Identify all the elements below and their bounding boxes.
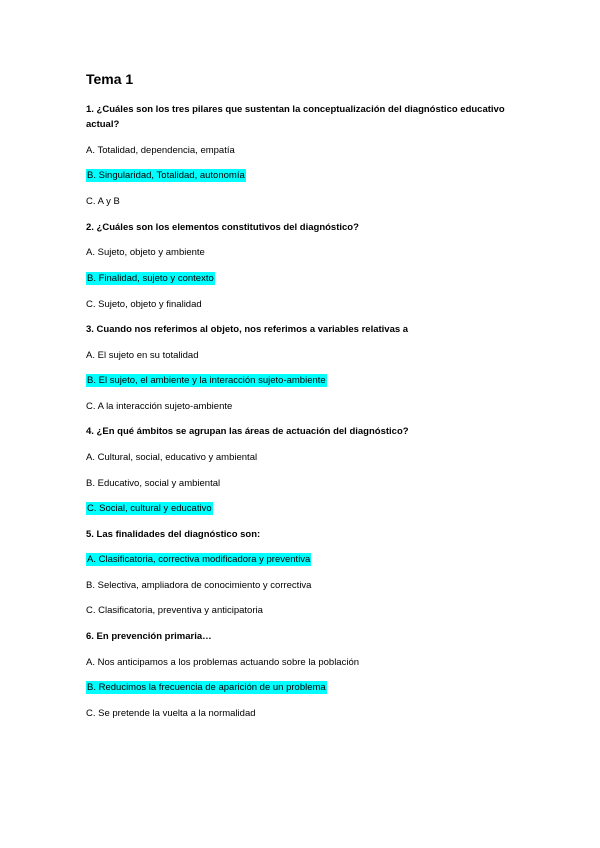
q3-option-b: [86, 373, 327, 388]
question-1: 1. ¿Cuáles son los tres pilares que sustentan la conceptualización del diagnóstico educativo actual?: [86, 104, 505, 130]
q6-option-a: A. Nos anticipamos a los problemas actuando sobre la población: [86, 657, 360, 668]
highlighted-answer: B. Finalidad, sujeto y contexto: [87, 273, 214, 284]
q5-option-b: B. Selectiva, ampliadora de conocimiento y correctiva: [86, 580, 312, 591]
document-title: Tema 1: [86, 71, 134, 87]
q3-option-c: C. A la interacción sujeto-ambiente: [86, 401, 233, 412]
q6-option-c: C. Se pretende la vuelta a la normalidad: [86, 708, 256, 719]
question-2: 2. ¿Cuáles son los elementos constitutivos del diagnóstico?: [86, 222, 359, 233]
q4-option-c: [86, 501, 213, 516]
q2-option-c: C. Sujeto, objeto y finalidad: [86, 299, 202, 310]
q6-option-b: [86, 680, 327, 695]
q4-option-b: B. Educativo, social y ambiental: [86, 478, 221, 489]
q4-option-a: A. Cultural, social, educativo y ambiental: [86, 452, 258, 463]
highlighted-answer: C. Social, cultural y educativo: [87, 503, 212, 514]
highlighted-answer: B. Singularidad, Totalidad, autonomía: [87, 170, 245, 181]
question-3: 3. Cuando nos referimos al objeto, nos referimos a variables relativas a: [86, 324, 409, 335]
question-4: 4. ¿En qué ámbitos se agrupan las áreas de actuación del diagnóstico?: [86, 426, 409, 437]
q5-option-a: [86, 552, 311, 567]
highlighted-answer: A. Clasificatoria, correctiva modificadora y preventiva: [87, 554, 311, 565]
question-6: 6. En prevención primaria…: [86, 631, 212, 642]
q1-option-b: [86, 168, 246, 183]
highlighted-answer: B. El sujeto, el ambiente y la interacción sujeto-ambiente: [87, 375, 326, 386]
question-5: 5. Las finalidades del diagnóstico son:: [86, 529, 261, 540]
q5-option-c: C. Clasificatoria, preventiva y anticipatoria: [86, 605, 263, 616]
q2-option-b: [86, 271, 215, 286]
q1-option-a: A. Totalidad, dependencia, empatía: [86, 145, 235, 156]
q2-option-a: A. Sujeto, objeto y ambiente: [86, 247, 205, 258]
q3-option-a: A. El sujeto en su totalidad: [86, 350, 199, 361]
highlighted-answer: B. Reducimos la frecuencia de aparición de un problema: [87, 682, 326, 693]
q1-option-c: C. A y B: [86, 196, 120, 207]
